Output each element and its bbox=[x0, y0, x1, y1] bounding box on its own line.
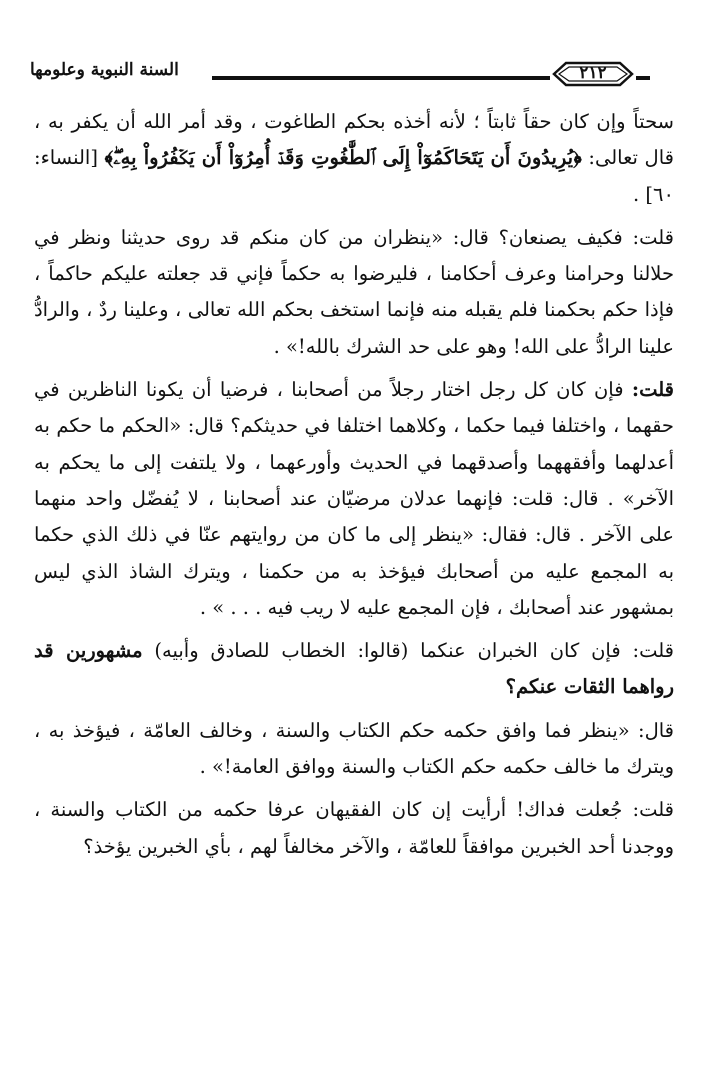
page-body bbox=[34, 104, 674, 865]
paragraph-3-label: قلت: bbox=[631, 378, 674, 402]
quran-reference: [النساء: ٦٠] . bbox=[34, 146, 674, 206]
paragraph-1 bbox=[34, 104, 674, 213]
paragraph-1-text: سحتاً وإن كان حقاً ثابتاً ؛ لأنه أخذه بحكم الطاغوت ، وقد أمر الله أن يكفر به ، قال تعالى: bbox=[34, 110, 674, 170]
paragraph-4 bbox=[34, 633, 674, 706]
quran-verse: ﴿يُرِيدُونَ أَن يَتَحَاكَمُوٓاْ إِلَى ٱلطَّٰغُوتِ وَقَدۡ أُمِرُوٓاْ أَن يَكۡفُرُواْ بِهِۦۖ﴾ bbox=[104, 146, 582, 170]
running-title: السنة النبوية وعلومها bbox=[30, 60, 179, 80]
paragraph-5: قال: «ينظر فما وافق حكمه حكم الكتاب والسنة ، وخالف العامّة ، فيؤخذ به ، ويترك ما خالف حكمه حكم الكتاب والسنة ووافق العامة!» . bbox=[34, 718, 674, 779]
paragraph-4-bold: مشهورين قد رواهما الثقات عنكم؟ bbox=[34, 639, 674, 699]
paragraph-4-text: قلت: فإن كان الخبران عنكما (قالوا: الخطاب للصادق وأبيه) bbox=[142, 639, 674, 663]
paragraph-2: قلت: فكيف يصنعان؟ قال: «ينظران من كان منكم قد روى حديثنا ونظر في حلالنا وحرامنا وعرف أحكامنا ، فليرضوا به حكماً فإني قد جعلته عليكم حاكماً ، فإذا حكم بحكمنا فلم يقبله منه فإنما استخف بحكم الله تعالى ، وعلينا ردٌ ، والرادُّ علينا الرادُّ على الله! وهو على حد الشرك بالله!» . bbox=[34, 225, 674, 358]
page-header bbox=[30, 56, 678, 96]
paragraph-3-text: فإن كان كل رجل اختار رجلاً من أصحابنا ، فرضيا أن يكونا الناظرين في حقهما ، واختلفا فيما حكما ، وكلاهما اختلفا في حديثكم؟ قال: «الحكم ما حكم به أعدلهما وأفقههما وأصدقهما في الحديث وأورعهما ، ولا يلتفت إلى ما يحكم به الآخر» . قال: قلت: فإنهما عدلان مرضيّان عند أصحابنا ، لا يُفضّل واحد منهما على الآخر . قال: فقال: «ينظر إلى ما كان من روايتهم عنّا في ذلك الذي حكما به المجمع عليه من أصحابك فيؤخذ به من حكمنا ، ويترك الشاذ الذي ليس بمشهور عند أصحابك ، فإن المجمع عليه لا ريب فيه . . . » . bbox=[34, 378, 674, 619]
paragraph-3 bbox=[34, 372, 674, 626]
paragraph-6: قلت: جُعلت فداك! أرأيت إن كان الفقيهان عرفا حكمه من الكتاب والسنة ، ووجدنا أحد الخبرين موافقاً للعامّة ، والآخر مخالفاً لهم ، بأي الخبرين يؤخذ؟ bbox=[34, 798, 674, 858]
page-number: ٢١٢ bbox=[579, 63, 607, 83]
page-number-frame bbox=[550, 58, 636, 90]
